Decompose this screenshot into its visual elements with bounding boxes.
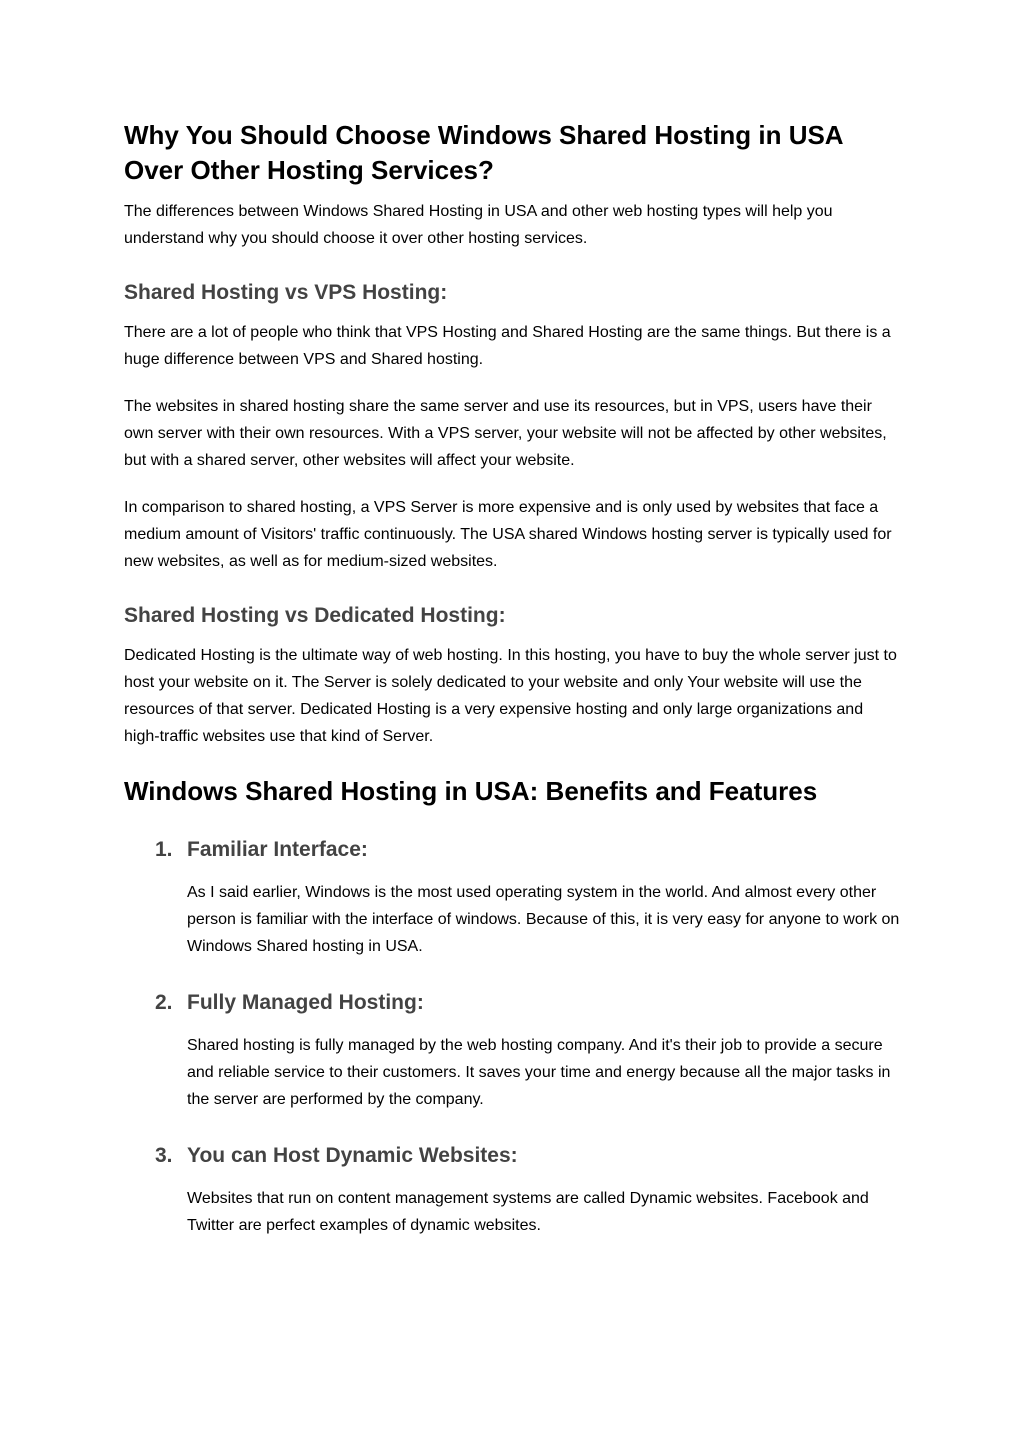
- vps-paragraph-2: The websites in shared hosting share the same server and use its resources, but in VPS, users have their own server with their own resources. With a VPS server, your website will not be affected by other websites, but with a shared server, other websites will affect your website.: [124, 398, 887, 469]
- document-title: Why You Should Choose Windows Shared Hosting in USA Over Other Hosting Services?: [124, 120, 843, 185]
- intro-paragraph: The differences between Windows Shared Hosting in USA and other web hosting types will help you understand why you should choose it over other hosting services.: [124, 203, 833, 247]
- vps-paragraph-1: There are a lot of people who think that VPS Hosting and Shared Hosting are the same things. But there is a huge difference between VPS and Shared hosting.: [124, 324, 891, 368]
- dedicated-paragraph-1: Dedicated Hosting is the ultimate way of web hosting. In this hosting, you have to buy the whole server just to host your website on it. The Server is solely dedicated to your website and only Your website will use the resources of that server. Dedicated Hosting is a very expensive hosting and only large organizations and high-traffic websites use that kind of Server.: [124, 647, 897, 745]
- benefit-body: Shared hosting is fully managed by the web hosting company. And it's their job to provide a secure and reliable service to their customers. It saves your time and energy because all the major tasks in the server are performed by the company.: [187, 1037, 891, 1108]
- benefit-item-familiar-interface: [124, 837, 900, 960]
- benefit-title: You can Host Dynamic Websites:: [187, 1144, 518, 1167]
- benefit-number: 1.: [155, 838, 173, 861]
- benefit-body: Websites that run on content management systems are called Dynamic websites. Facebook and Twitter are perfect examples of dynamic websites.: [187, 1190, 869, 1234]
- section-heading-dedicated: Shared Hosting vs Dedicated Hosting:: [124, 604, 506, 627]
- benefit-item-dynamic-websites: [124, 1143, 900, 1239]
- section-heading-vps: Shared Hosting vs VPS Hosting:: [124, 281, 448, 304]
- benefit-heading: [124, 837, 900, 863]
- vps-paragraph-3: In comparison to shared hosting, a VPS Server is more expensive and is only used by websites that face a medium amount of Visitors' traffic continuously. The USA shared Windows hosting server is typically used for new websites, as well as for medium-sized websites.: [124, 499, 892, 570]
- benefit-item-fully-managed: [124, 990, 900, 1113]
- benefit-title: Fully Managed Hosting:: [187, 991, 424, 1014]
- benefit-number: 3.: [155, 1144, 173, 1167]
- benefit-heading: [124, 1143, 900, 1169]
- benefit-body: As I said earlier, Windows is the most used operating system in the world. And almost every other person is familiar with the interface of windows. Because of this, it is very easy for anyone to work on Windows Shared hosting in USA.: [187, 884, 900, 955]
- benefits-heading: Windows Shared Hosting in USA: Benefits and Features: [124, 776, 818, 806]
- benefit-title: Familiar Interface:: [187, 838, 368, 861]
- benefit-number: 2.: [155, 991, 173, 1014]
- benefit-heading: [124, 990, 900, 1016]
